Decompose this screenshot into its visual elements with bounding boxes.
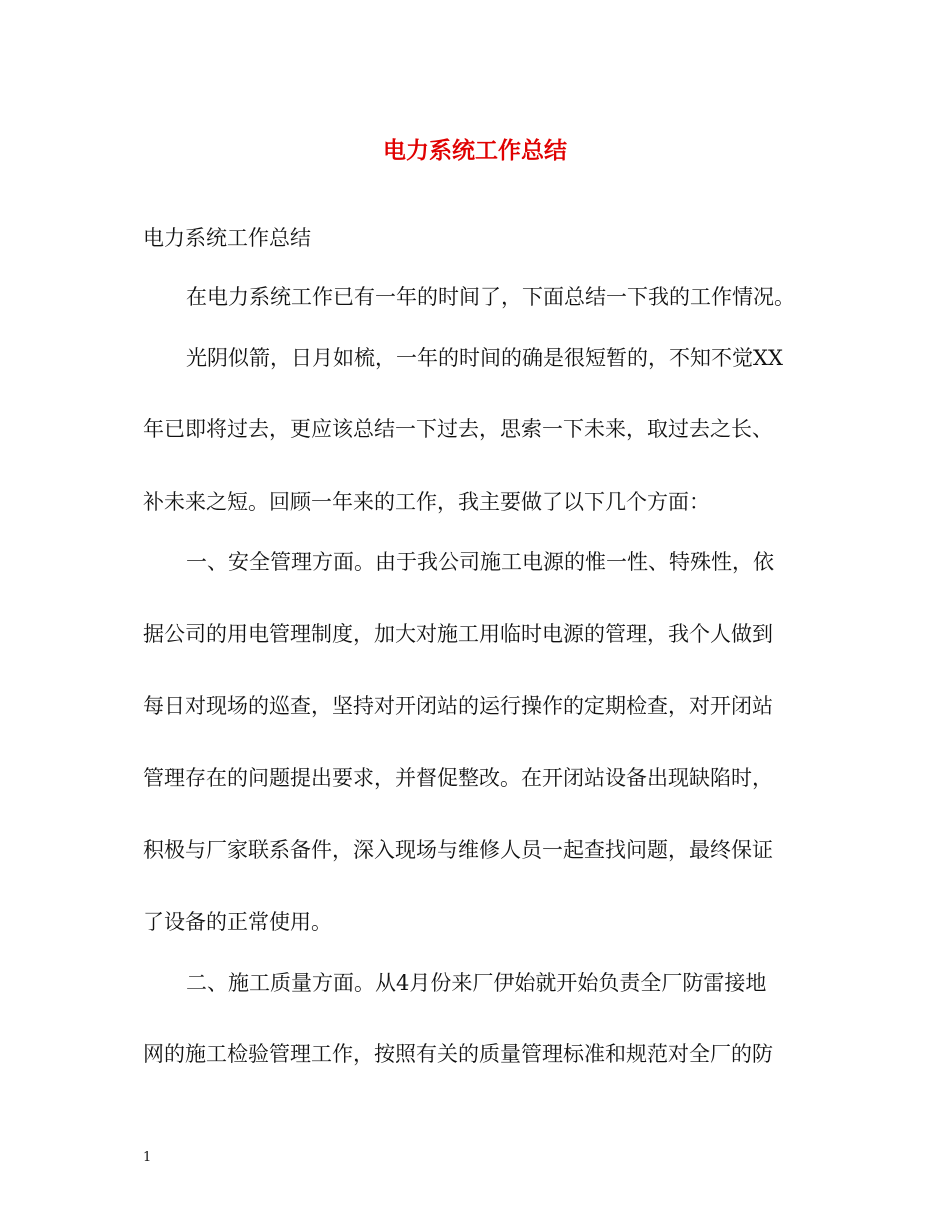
- page-number: 1: [143, 1150, 152, 1165]
- paragraph-line: 一、安全管理方面。由于我公司施工电源的惟一性、特殊性，依: [186, 550, 774, 574]
- document-title: 电力系统工作总结: [383, 137, 567, 164]
- paragraph-line: 补未来之短。回顾一年来的工作，我主要做了以下几个方面：: [143, 490, 710, 514]
- paragraph-line: 据公司的用电管理制度，加大对施工用临时电源的管理，我个人做到: [143, 622, 773, 646]
- paragraph-line: 二、施工质量方面。从4月份来厂伊始就开始负责全厂防雷接地: [186, 971, 767, 995]
- paragraph-line: 在电力系统工作已有一年的时间了，下面总结一下我的工作情况。: [186, 285, 795, 309]
- paragraph-line: 管理存在的问题提出要求，并督促整改。在开闭站设备出现缺陷时，: [143, 766, 773, 790]
- paragraph-line: 年已即将过去，更应该总结一下过去，思索一下未来，取过去之长、: [143, 417, 773, 441]
- document-subtitle: 电力系统工作总结: [143, 226, 311, 250]
- paragraph-line: 每日对现场的巡查，坚持对开闭站的运行操作的定期检查，对开闭站: [143, 694, 773, 718]
- paragraph-line: 积极与厂家联系备件，深入现场与维修人员一起查找问题，最终保证: [143, 838, 773, 862]
- paragraph-line: 光阴似箭，日月如梳，一年的时间的确是很短暂的，不知不觉XX: [186, 346, 783, 370]
- paragraph-line: 了设备的正常使用。: [143, 910, 332, 934]
- paragraph-line: 网的施工检验管理工作，按照有关的质量管理标准和规范对全厂的防: [143, 1042, 773, 1066]
